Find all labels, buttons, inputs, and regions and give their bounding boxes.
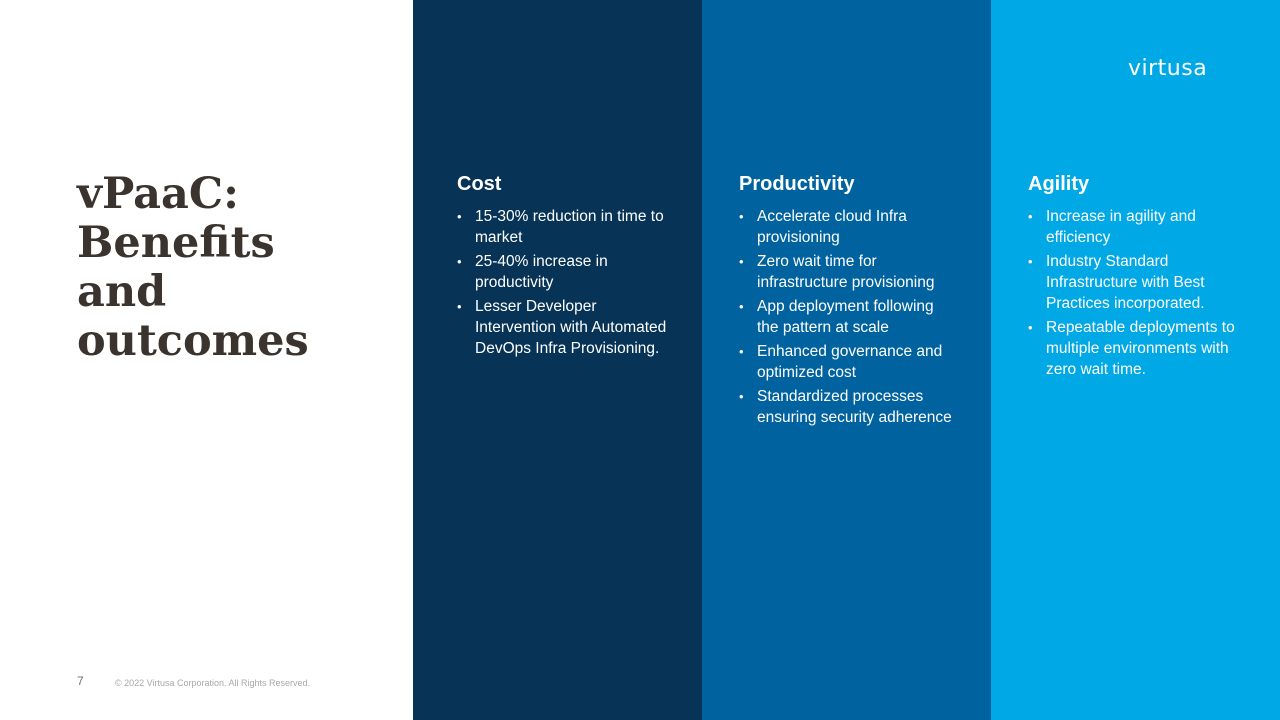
bullet-icon: • <box>739 254 744 269</box>
bullet-icon: • <box>1028 254 1033 269</box>
list-item-text: 25-40% increase in productivity <box>475 253 608 291</box>
list-item-text: Enhanced governance and optimized cost <box>757 343 943 381</box>
bullet-icon: • <box>739 209 744 224</box>
bullet-icon: • <box>739 299 744 314</box>
list-item <box>739 206 959 248</box>
list-item-text: Lesser Developer Intervention with Automated DevOps Infra Provisioning. <box>475 298 667 357</box>
agility-list <box>1028 206 1243 380</box>
list-item-text: Accelerate cloud Infra provisioning <box>757 208 907 246</box>
list-item <box>739 251 959 293</box>
list-item <box>739 341 959 383</box>
list-item <box>457 251 667 293</box>
virtusa-logo: virtusa <box>1128 56 1208 81</box>
copyright-notice: © 2022 Virtusa Corporation. All Rights Reserved. <box>115 678 311 688</box>
title-panel <box>0 0 413 720</box>
agility-heading: Agility <box>1028 173 1090 195</box>
list-item-text: 15-30% reduction in time to market <box>475 208 664 246</box>
cost-list <box>457 206 667 359</box>
agility-column <box>991 0 1280 720</box>
list-item-text: Increase in agility and efficiency <box>1046 208 1196 246</box>
list-item <box>1028 251 1243 314</box>
cost-heading: Cost <box>457 173 502 195</box>
cost-column <box>413 0 702 720</box>
bullet-icon: • <box>457 299 462 314</box>
bullet-icon: • <box>739 389 744 404</box>
list-item-text: Industry Standard Infrastructure with Best Practices incorporated. <box>1046 253 1205 312</box>
bullet-icon: • <box>457 254 462 269</box>
list-item <box>457 206 667 248</box>
list-item <box>1028 317 1243 380</box>
slide-title: vPaaC: Benefits and outcomes <box>77 169 309 366</box>
list-item <box>739 296 959 338</box>
page-number: 7 <box>77 674 84 688</box>
productivity-list <box>739 206 959 428</box>
bullet-icon: • <box>739 344 744 359</box>
bullet-icon: • <box>457 209 462 224</box>
list-item <box>739 386 959 428</box>
productivity-heading: Productivity <box>739 173 855 195</box>
bullet-icon: • <box>1028 209 1033 224</box>
bullet-icon: • <box>1028 320 1033 335</box>
productivity-column <box>702 0 991 720</box>
list-item <box>1028 206 1243 248</box>
list-item-text: Standardized processes ensuring security adherence <box>757 388 952 426</box>
list-item <box>457 296 667 359</box>
list-item-text: App deployment following the pattern at scale <box>757 298 934 336</box>
list-item-text: Repeatable deployments to multiple environments with zero wait time. <box>1046 319 1235 378</box>
list-item-text: Zero wait time for infrastructure provisioning <box>757 253 935 291</box>
